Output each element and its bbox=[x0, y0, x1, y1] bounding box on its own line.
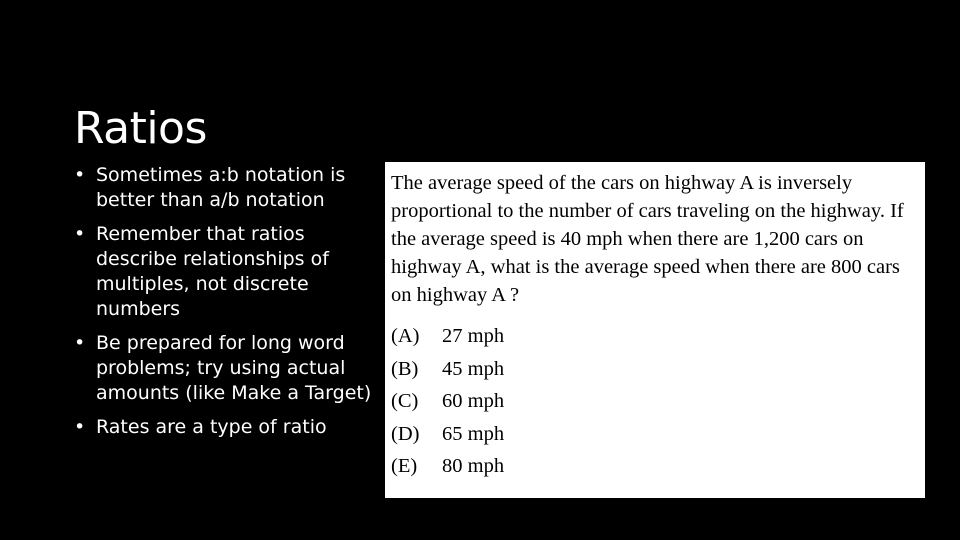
choice-letter: (B) bbox=[391, 357, 419, 380]
choice-value: 65 mph bbox=[442, 422, 505, 445]
choice-value: 80 mph bbox=[442, 455, 505, 477]
choice-value: 27 mph bbox=[442, 325, 505, 347]
choice-letter: (C) bbox=[391, 390, 419, 412]
answer-choices bbox=[391, 320, 919, 483]
choice-value: 45 mph bbox=[442, 357, 505, 380]
answer-choice-a bbox=[391, 320, 919, 353]
problem-image bbox=[385, 162, 925, 498]
bullet-item: • Be prepared for long word problems; try using actual amounts (like Make a Target) bbox=[74, 331, 374, 406]
answer-choice-c bbox=[391, 385, 919, 418]
answer-choice-e bbox=[391, 450, 919, 483]
bullet-item: • Rates are a type of ratio bbox=[74, 415, 374, 440]
bullet-list bbox=[74, 163, 374, 449]
answer-choice-d bbox=[391, 418, 919, 451]
choice-letter: (E) bbox=[391, 455, 418, 477]
slide-title: Ratios bbox=[74, 103, 207, 154]
answer-choice-b bbox=[391, 353, 919, 386]
problem-text: The average speed of the cars on highway A is inversely proportional to the number of cars traveling on the highway. If the average speed is 40 mph when there are 1,200 cars on highway A, what is the average speed when there are 800 cars on highway A ? bbox=[391, 172, 904, 306]
bullet-item: • Sometimes a:b notation is better than a/b notation bbox=[74, 163, 374, 213]
choice-value: 60 mph bbox=[442, 390, 505, 412]
bullet-item: • Remember that ratios describe relationships of multiples, not discrete numbers bbox=[74, 222, 374, 322]
choice-letter: (A) bbox=[391, 325, 420, 347]
choice-letter: (D) bbox=[391, 422, 420, 445]
